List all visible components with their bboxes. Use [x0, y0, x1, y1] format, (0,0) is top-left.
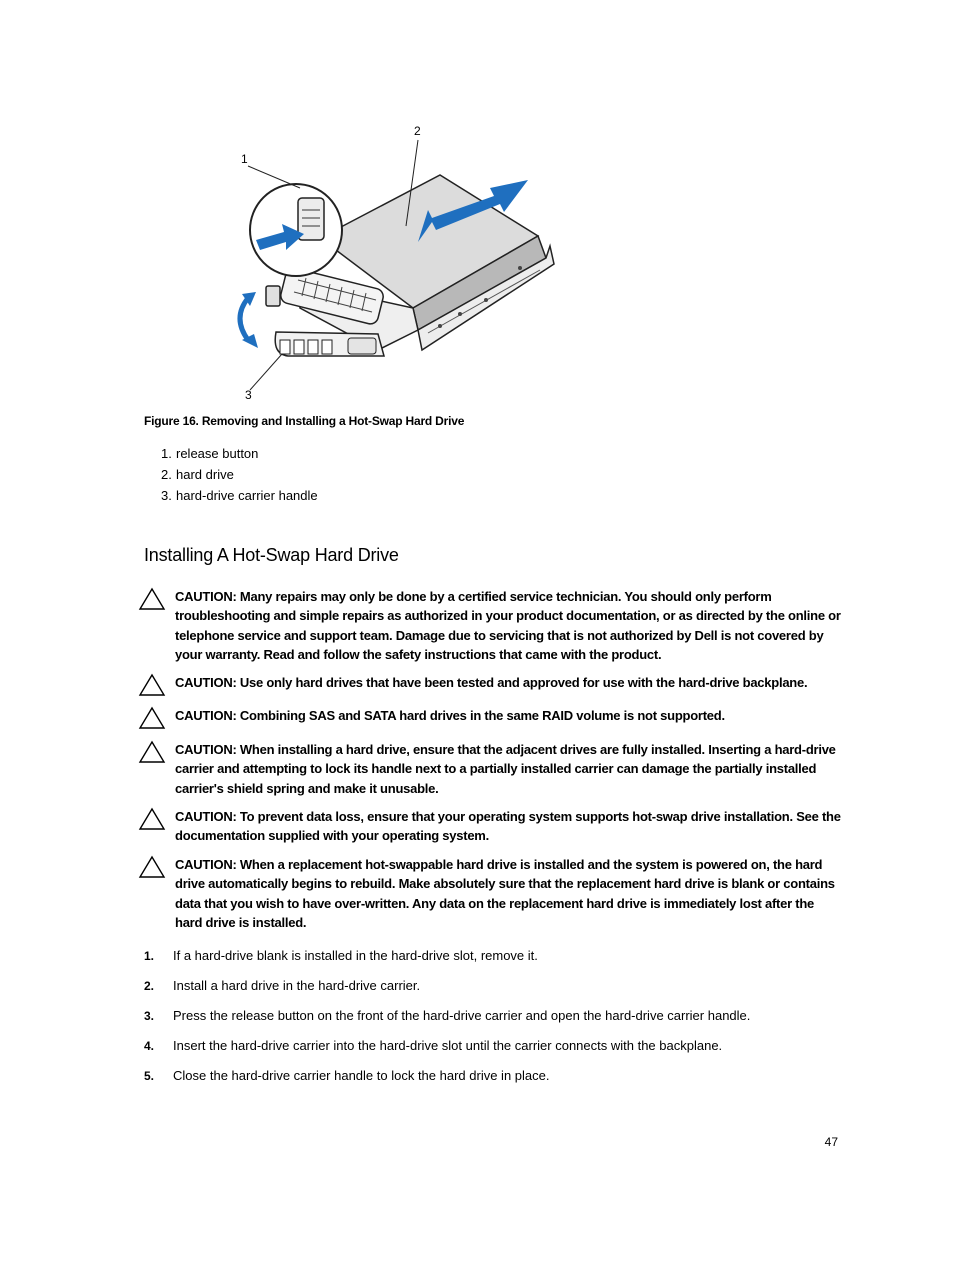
step-number: 2. [144, 979, 155, 993]
step-text: Press the release button on the front of the hard-drive carrier and open the hard-drive carrier handle. [173, 1008, 751, 1023]
caution-text: CAUTION: When installing a hard drive, ensure that the adjacent drives are fully installed. Inserting a hard-drive carrier and attempting to lock its handle next to a partially installed carrier can damage the partially installed carrier's shield spring and make it unusable. [175, 742, 836, 796]
legend-item-label: release button [176, 446, 259, 461]
warning-triangle-icon [138, 740, 166, 764]
caution-note [138, 673, 843, 692]
callout-2: 2 [414, 124, 421, 138]
section-title: Installing A Hot-Swap Hard Drive [144, 545, 399, 565]
figure-legend [161, 446, 318, 509]
figure-hot-swap-drive [228, 118, 568, 408]
warning-triangle-icon [138, 807, 166, 831]
caution-text: CAUTION: To prevent data loss, ensure that your operating system supports hot-swap drive installation. See the documentation supplied with your operating system. [175, 809, 841, 844]
warning-triangle-icon [138, 855, 166, 879]
procedure-steps [144, 948, 844, 1098]
legend-item-number: 1. [161, 446, 172, 461]
callout-3: 3 [245, 388, 252, 402]
hard-drive-illustration [228, 118, 568, 408]
caution-note [138, 587, 843, 664]
warning-triangle-icon [138, 587, 166, 611]
caution-text: CAUTION: When a replacement hot-swappable hard drive is installed and the system is powered on, the hard drive automatically begins to rebuild. Make absolutely sure that the replacement hard drive is blank or contains data that you wish to have over-written. Any data on the replacement hard drive is immediately lost after the hard drive is installed. [175, 857, 835, 930]
step-item [144, 1038, 844, 1068]
warning-triangle-icon [138, 706, 166, 730]
legend-item-number: 3. [161, 488, 172, 503]
legend-item [161, 467, 318, 488]
step-text: Insert the hard-drive carrier into the hard-drive slot until the carrier connects with the backplane. [173, 1038, 723, 1053]
caution-text: CAUTION: Combining SAS and SATA hard drives in the same RAID volume is not supported. [175, 708, 725, 723]
page-number: 47 [824, 1135, 838, 1149]
step-number: 4. [144, 1039, 155, 1053]
step-item [144, 1008, 844, 1038]
step-number: 5. [144, 1069, 155, 1083]
callout-1: 1 [241, 152, 248, 166]
legend-item-label: hard-drive carrier handle [176, 488, 318, 503]
step-text: Close the hard-drive carrier handle to lock the hard drive in place. [173, 1068, 550, 1083]
caution-text: CAUTION: Many repairs may only be done by a certified service technician. You should only perform troubleshooting and simple repairs as authorized in your product documentation, or as directed by the online or telephone service and support team. Damage due to servicing that is not authorized by Dell is not covered by your warranty. Read and follow the safety instructions that came with the product. [175, 589, 841, 662]
legend-item [161, 446, 318, 467]
warning-triangle-icon [138, 673, 166, 697]
step-text: If a hard-drive blank is installed in the hard-drive slot, remove it. [173, 948, 538, 963]
caution-note [138, 706, 843, 725]
step-text: Install a hard drive in the hard-drive carrier. [173, 978, 421, 993]
caution-note [138, 855, 843, 932]
legend-item-label: hard drive [176, 467, 234, 482]
legend-item [161, 488, 318, 509]
step-item [144, 948, 844, 978]
caution-note [138, 807, 843, 846]
step-item [144, 978, 844, 1008]
step-number: 3. [144, 1009, 155, 1023]
step-item [144, 1068, 844, 1098]
legend-item-number: 2. [161, 467, 172, 482]
caution-note [138, 740, 843, 798]
figure-caption: Figure 16. Removing and Installing a Hot-Swap Hard Drive [144, 414, 465, 428]
step-number: 1. [144, 949, 155, 963]
caution-text: CAUTION: Use only hard drives that have been tested and approved for use with the hard-drive backplane. [175, 675, 808, 690]
